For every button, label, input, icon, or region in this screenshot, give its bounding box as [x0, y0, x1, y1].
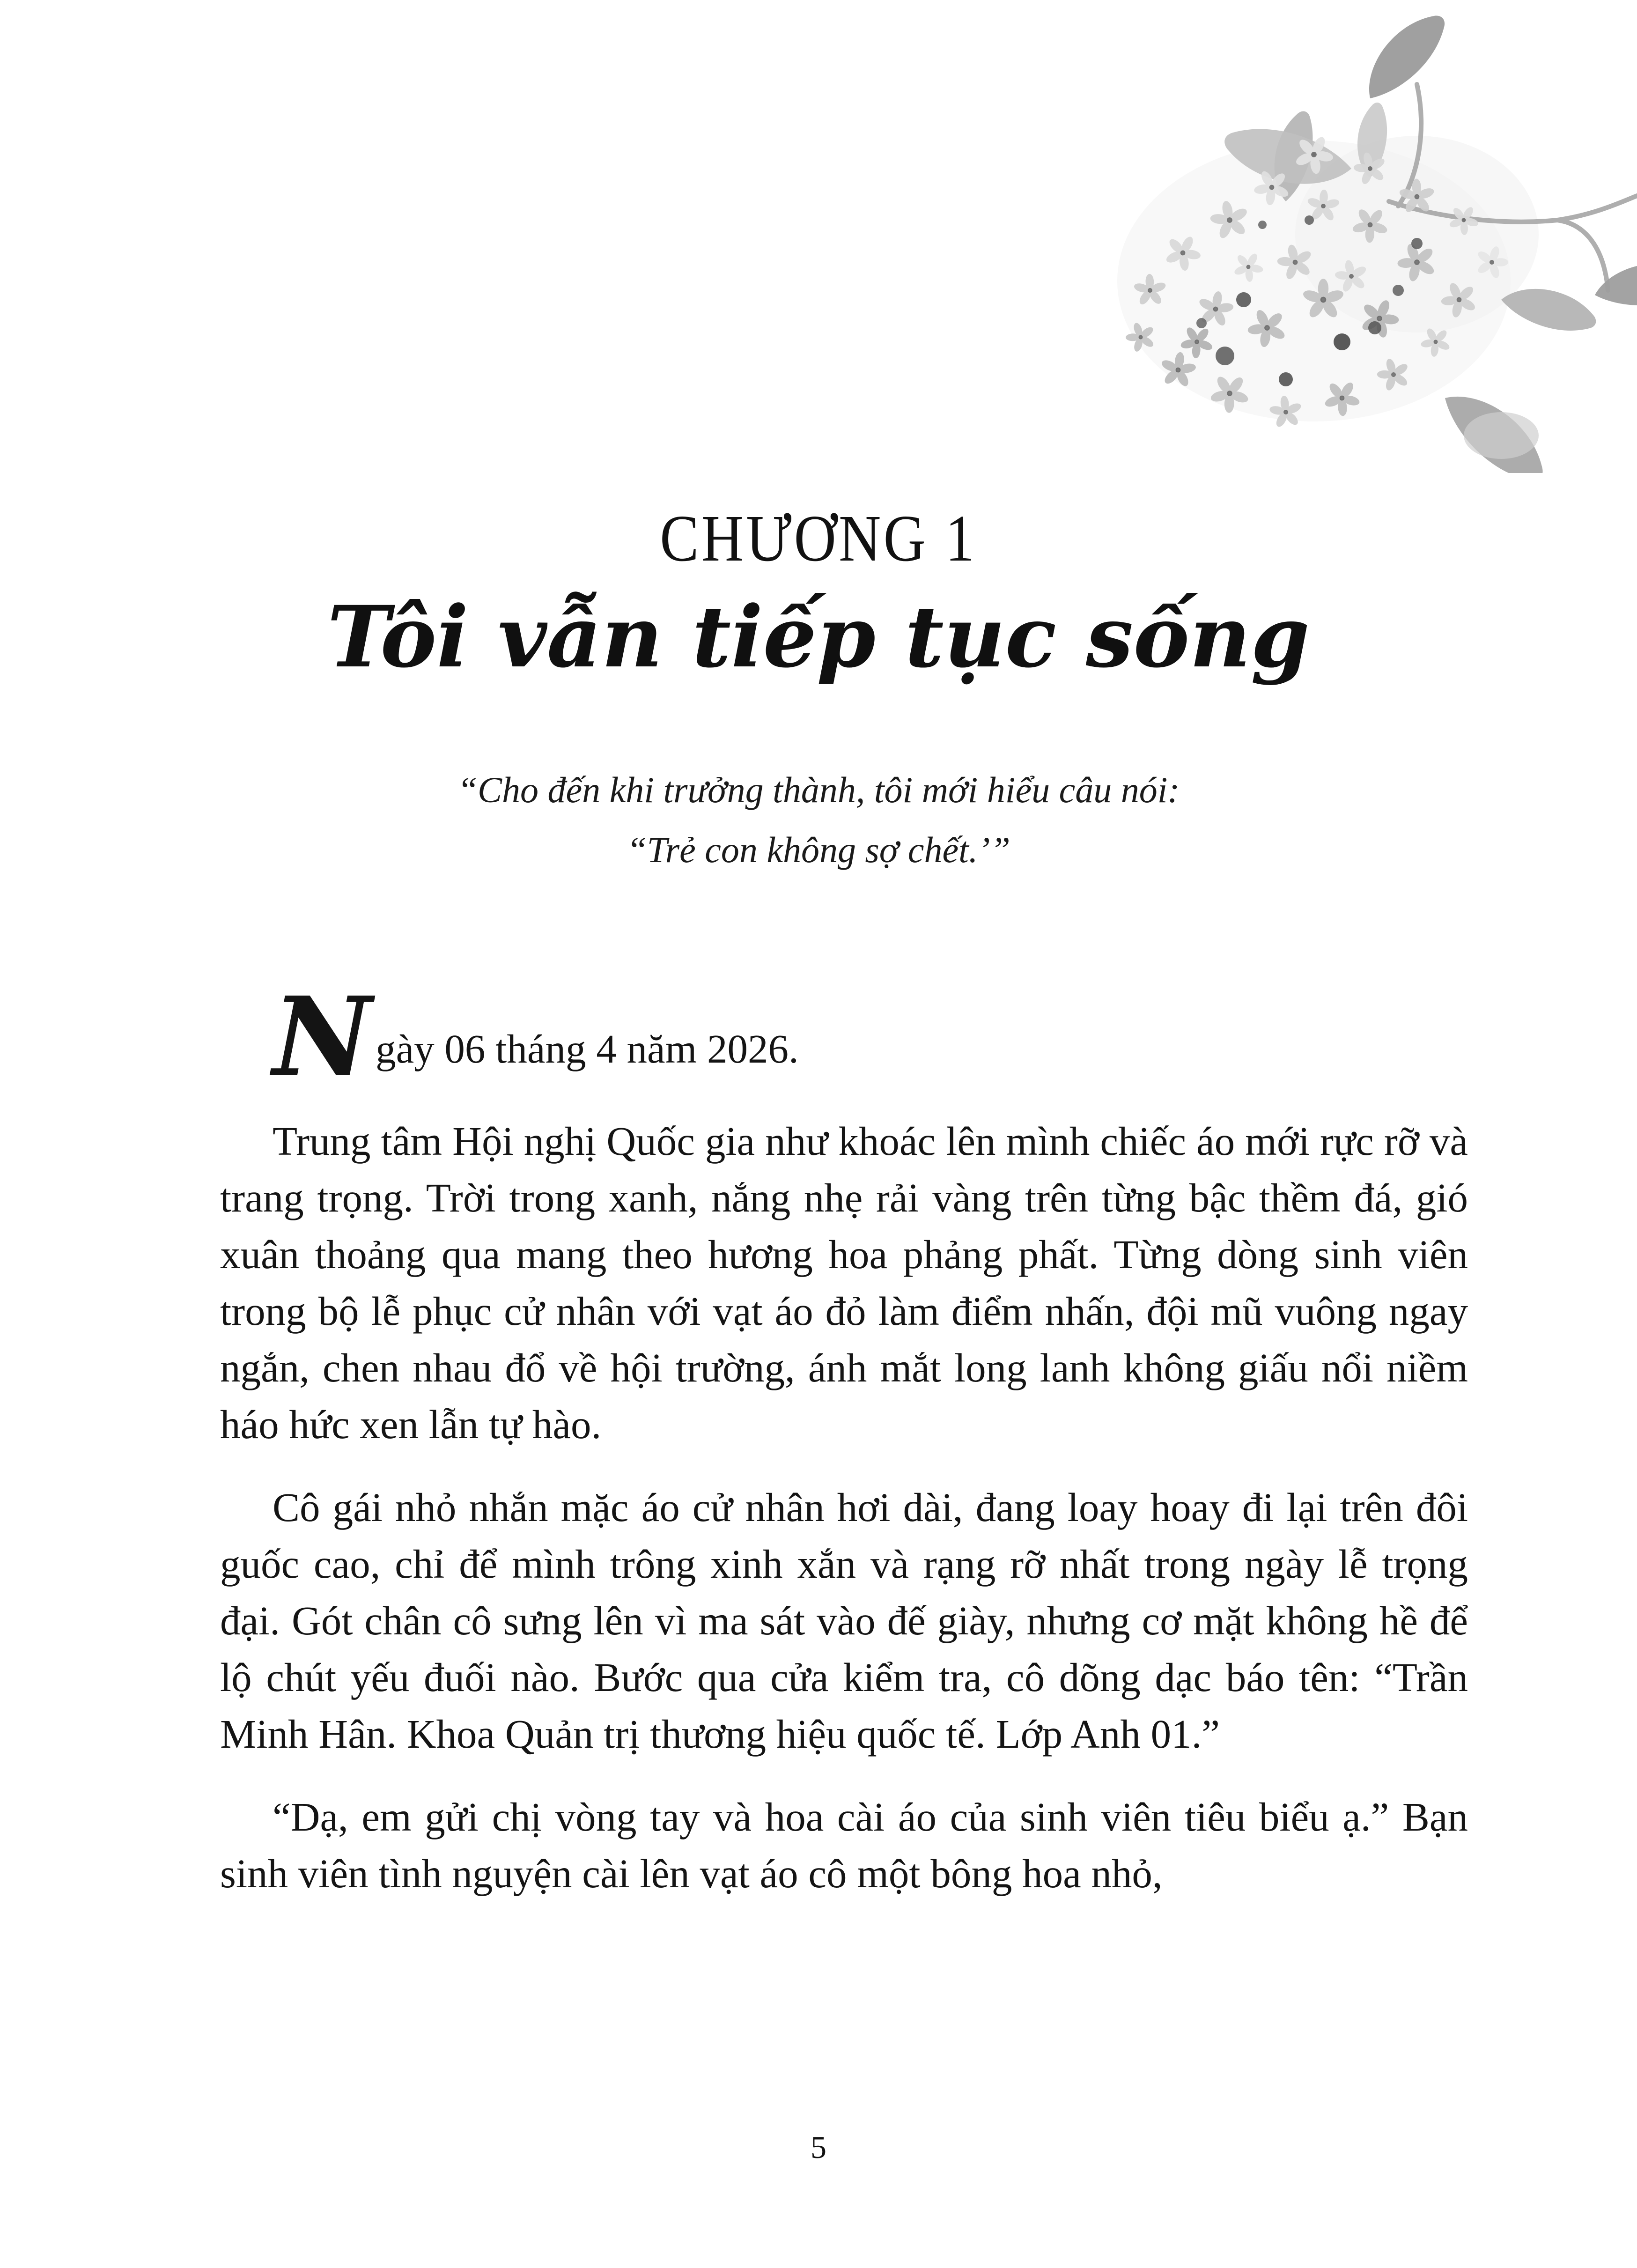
opening-date-text: gày 06 tháng 4 năm 2026. — [376, 1026, 799, 1071]
paragraph-3: Cô gái nhỏ nhắn mặc áo cử nhân hơi dài, đang loay hoay đi lại trên đôi guốc cao, chỉ để mình trông xinh xắn và rạng rỡ nhất trong ngày lễ trọng đại. Gót chân cô sưng lên vì ma sát vào đế giày, nhưng cơ mặt không hề để lộ chút yếu đuối nào. Bước qua cửa kiểm tra, cô dõng dạc báo tên: “Trần Minh Hân. Khoa Quản trị thương hiệu quốc tế. Lớp Anh 01.” — [220, 1485, 1468, 1757]
chapter-label-text: CHƯƠNG 1 — [660, 501, 977, 575]
page-footer — [0, 2129, 1637, 2166]
paragraph-opening — [220, 973, 1468, 1101]
paragraph-2: Trung tâm Hội nghị Quốc gia như khoác lên mình chiếc áo mới rực rỡ và trang trọng. Trời trong xanh, nắng nhẹ rải vàng trên từng bậc thềm đá, gió xuân thoảng qua mang theo hương hoa phảng phất. Từng dòng sinh viên trong bộ lễ phục cử nhân với vạt áo đỏ làm điểm nhấn, đội mũ vuông ngay ngắn, chen nhau đổ về hội trường, ánh mắt long lanh không giấu nổi niềm háo hức xen lẫn tự hào. — [220, 1118, 1468, 1447]
epigraph — [0, 760, 1637, 880]
dropcap-letter-n: N — [273, 973, 372, 1101]
paragraph-4: “Dạ, em gửi chị vòng tay và hoa cài áo của sinh viên tiêu biểu ạ.” Bạn sinh viên tình nguyện cài lên vạt áo cô một bông hoa nhỏ, — [220, 1794, 1468, 1896]
chapter-label — [0, 501, 1637, 575]
body-text — [0, 973, 1637, 1902]
epigraph-line-2: “Trẻ con không sợ chết.’” — [627, 829, 1010, 870]
epigraph-line-1: “Cho đến khi trưởng thành, tôi mới hiểu câu nói: — [457, 769, 1180, 810]
watercolor-flower-decoration — [1089, 0, 1637, 473]
chapter-title: Tôi vẫn tiếp tục sống — [327, 588, 1310, 687]
page-number: 5 — [811, 2129, 826, 2165]
